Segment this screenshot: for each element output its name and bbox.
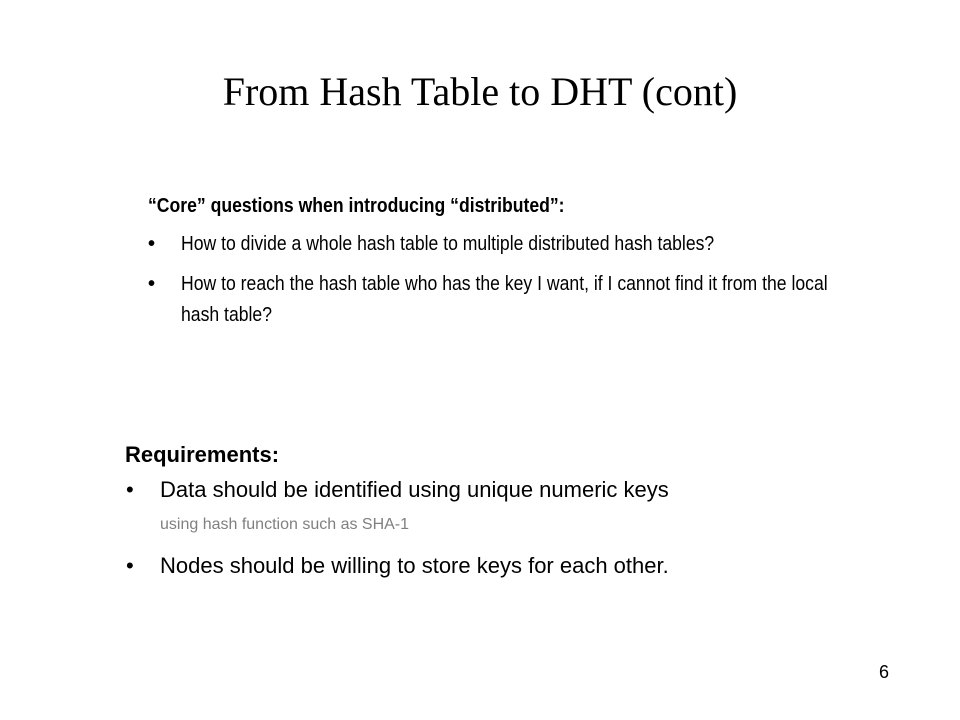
core-question-item: [148, 269, 848, 331]
slide-title: From Hash Table to DHT (cont): [222, 69, 738, 114]
requirements-list: [125, 470, 885, 586]
requirement-item: [125, 470, 885, 546]
requirements-block: [125, 440, 885, 586]
core-questions-block: [148, 192, 848, 331]
bullet-icon: •: [126, 477, 134, 502]
requirement-note: using hash function such as SHA-1: [160, 516, 410, 533]
core-question-item: [148, 229, 848, 260]
core-questions-heading: “Core” questions when introducing “distributed”:: [148, 195, 565, 217]
core-question-text: How to divide a whole hash table to multiple distributed hash tables?: [181, 233, 715, 255]
requirement-text: Nodes should be willing to store keys for each other.: [160, 553, 669, 578]
requirement-item: [125, 546, 885, 586]
core-questions-list: [148, 229, 848, 331]
requirements-heading: Requirements:: [125, 442, 280, 467]
bullet-icon: •: [148, 233, 156, 255]
core-question-text: How to reach the hash table who has the key I want, if I cannot find it from the local hash table?: [181, 273, 828, 326]
requirement-text: Data should be identified using unique numeric keys: [160, 477, 669, 502]
bullet-icon: •: [126, 553, 134, 578]
bullet-icon: •: [148, 273, 156, 295]
slide-number: 6: [878, 662, 889, 682]
